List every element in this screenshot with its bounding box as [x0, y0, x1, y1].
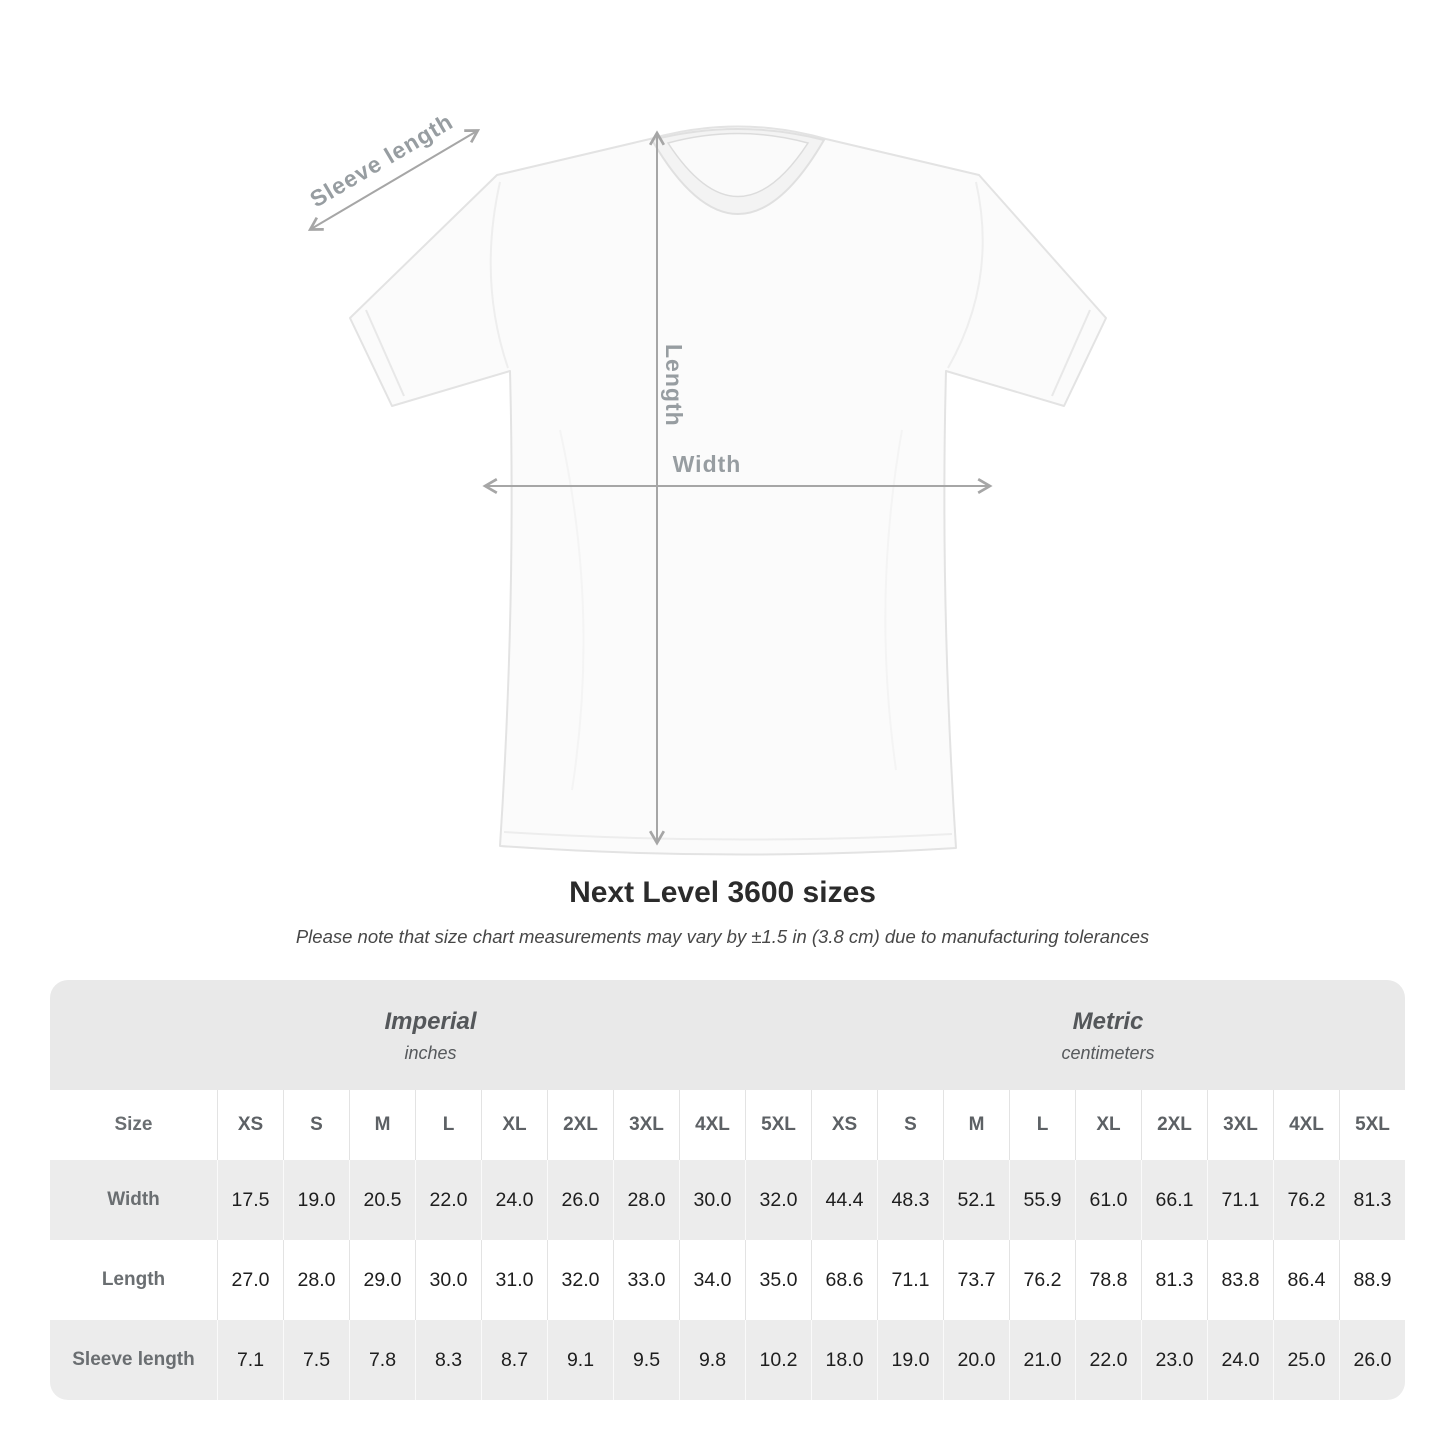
- metric-header-label: Metric: [1072, 1008, 1144, 1035]
- value-cell: 28.0: [613, 1160, 679, 1240]
- value-cell: 48.3: [877, 1160, 943, 1240]
- table-row: [50, 1090, 1405, 1160]
- value-cell: 31.0: [481, 1240, 547, 1320]
- imperial-header-group: [50, 980, 811, 1090]
- size-column-header: S: [877, 1090, 943, 1160]
- value-cell: 9.5: [613, 1320, 679, 1400]
- size-column-header: L: [415, 1090, 481, 1160]
- size-column-header: XL: [1075, 1090, 1141, 1160]
- value-cell: 33.0: [613, 1240, 679, 1320]
- value-cell: 24.0: [1207, 1320, 1273, 1400]
- size-column-header: XS: [811, 1090, 877, 1160]
- sleeve-length-label: Sleeve length: [305, 108, 458, 213]
- size-column-header: 3XL: [613, 1090, 679, 1160]
- tolerance-note: Please note that size chart measurements may vary by ±1.5 in (3.8 cm) due to manufacturing tolerances: [295, 926, 1150, 947]
- value-cell: 71.1: [1207, 1160, 1273, 1240]
- value-cell: 71.1: [877, 1240, 943, 1320]
- value-cell: 32.0: [745, 1160, 811, 1240]
- row-label: Length: [101, 1269, 166, 1290]
- row-label: Width: [107, 1189, 160, 1210]
- value-cell: 68.6: [811, 1240, 877, 1320]
- value-cell: 27.0: [217, 1240, 283, 1320]
- value-cell: 29.0: [349, 1240, 415, 1320]
- value-cell: 32.0: [547, 1240, 613, 1320]
- imperial-header-label: Imperial: [384, 1008, 477, 1035]
- size-table: [50, 980, 1405, 1400]
- value-cell: 66.1: [1141, 1160, 1207, 1240]
- value-cell: 18.0: [811, 1320, 877, 1400]
- value-cell: 17.5: [217, 1160, 283, 1240]
- value-cell: 34.0: [679, 1240, 745, 1320]
- value-cell: 76.2: [1009, 1240, 1075, 1320]
- length-label: Length: [661, 344, 687, 427]
- table-row: [50, 1240, 1405, 1320]
- value-cell: 26.0: [1339, 1320, 1405, 1400]
- size-column-header: M: [943, 1090, 1009, 1160]
- value-cell: 24.0: [481, 1160, 547, 1240]
- value-cell: 44.4: [811, 1160, 877, 1240]
- value-cell: 9.1: [547, 1320, 613, 1400]
- value-cell: 73.7: [943, 1240, 1009, 1320]
- value-cell: 7.5: [283, 1320, 349, 1400]
- value-cell: 81.3: [1141, 1240, 1207, 1320]
- table-unit-header: [50, 980, 1405, 1090]
- value-cell: 23.0: [1141, 1320, 1207, 1400]
- table-row: [50, 1160, 1405, 1240]
- size-column-header: 4XL: [679, 1090, 745, 1160]
- value-cell: 26.0: [547, 1160, 613, 1240]
- value-cell: 35.0: [745, 1240, 811, 1320]
- value-cell: 8.3: [415, 1320, 481, 1400]
- table-body: [50, 1090, 1405, 1400]
- width-label: Width: [672, 451, 742, 477]
- value-cell: 22.0: [1075, 1320, 1141, 1400]
- value-cell: 61.0: [1075, 1160, 1141, 1240]
- metric-header-group: [811, 980, 1405, 1090]
- row-label: Size: [114, 1114, 153, 1135]
- table-row: [50, 1320, 1405, 1400]
- value-cell: 7.8: [349, 1320, 415, 1400]
- row-label: Sleeve length: [72, 1349, 195, 1370]
- size-column-header: M: [349, 1090, 415, 1160]
- value-cell: 9.8: [679, 1320, 745, 1400]
- value-cell: 76.2: [1273, 1160, 1339, 1240]
- value-cell: 21.0: [1009, 1320, 1075, 1400]
- value-cell: 88.9: [1339, 1240, 1405, 1320]
- page-title: Next Level 3600 sizes: [569, 876, 876, 909]
- value-cell: 55.9: [1009, 1160, 1075, 1240]
- size-column-header: 4XL: [1273, 1090, 1339, 1160]
- size-column-header: S: [283, 1090, 349, 1160]
- value-cell: 19.0: [877, 1320, 943, 1400]
- value-cell: 81.3: [1339, 1160, 1405, 1240]
- value-cell: 30.0: [679, 1160, 745, 1240]
- value-cell: 22.0: [415, 1160, 481, 1240]
- value-cell: 7.1: [217, 1320, 283, 1400]
- value-cell: 20.5: [349, 1160, 415, 1240]
- value-cell: 30.0: [415, 1240, 481, 1320]
- size-column-header: L: [1009, 1090, 1075, 1160]
- value-cell: 8.7: [481, 1320, 547, 1400]
- size-column-header: XL: [481, 1090, 547, 1160]
- size-column-header: 2XL: [547, 1090, 613, 1160]
- value-cell: 28.0: [283, 1240, 349, 1320]
- size-column-header: 2XL: [1141, 1090, 1207, 1160]
- size-column-header: 5XL: [1339, 1090, 1405, 1160]
- value-cell: 19.0: [283, 1160, 349, 1240]
- tshirt-outline: [350, 127, 1106, 855]
- value-cell: 20.0: [943, 1320, 1009, 1400]
- value-cell: 52.1: [943, 1160, 1009, 1240]
- value-cell: 10.2: [745, 1320, 811, 1400]
- size-column-header: 3XL: [1207, 1090, 1273, 1160]
- value-cell: 25.0: [1273, 1320, 1339, 1400]
- imperial-header-unit: inches: [404, 1043, 457, 1063]
- value-cell: 78.8: [1075, 1240, 1141, 1320]
- size-column-header: 5XL: [745, 1090, 811, 1160]
- value-cell: 83.8: [1207, 1240, 1273, 1320]
- metric-header-unit: centimeters: [1061, 1043, 1155, 1063]
- size-column-header: XS: [217, 1090, 283, 1160]
- value-cell: 86.4: [1273, 1240, 1339, 1320]
